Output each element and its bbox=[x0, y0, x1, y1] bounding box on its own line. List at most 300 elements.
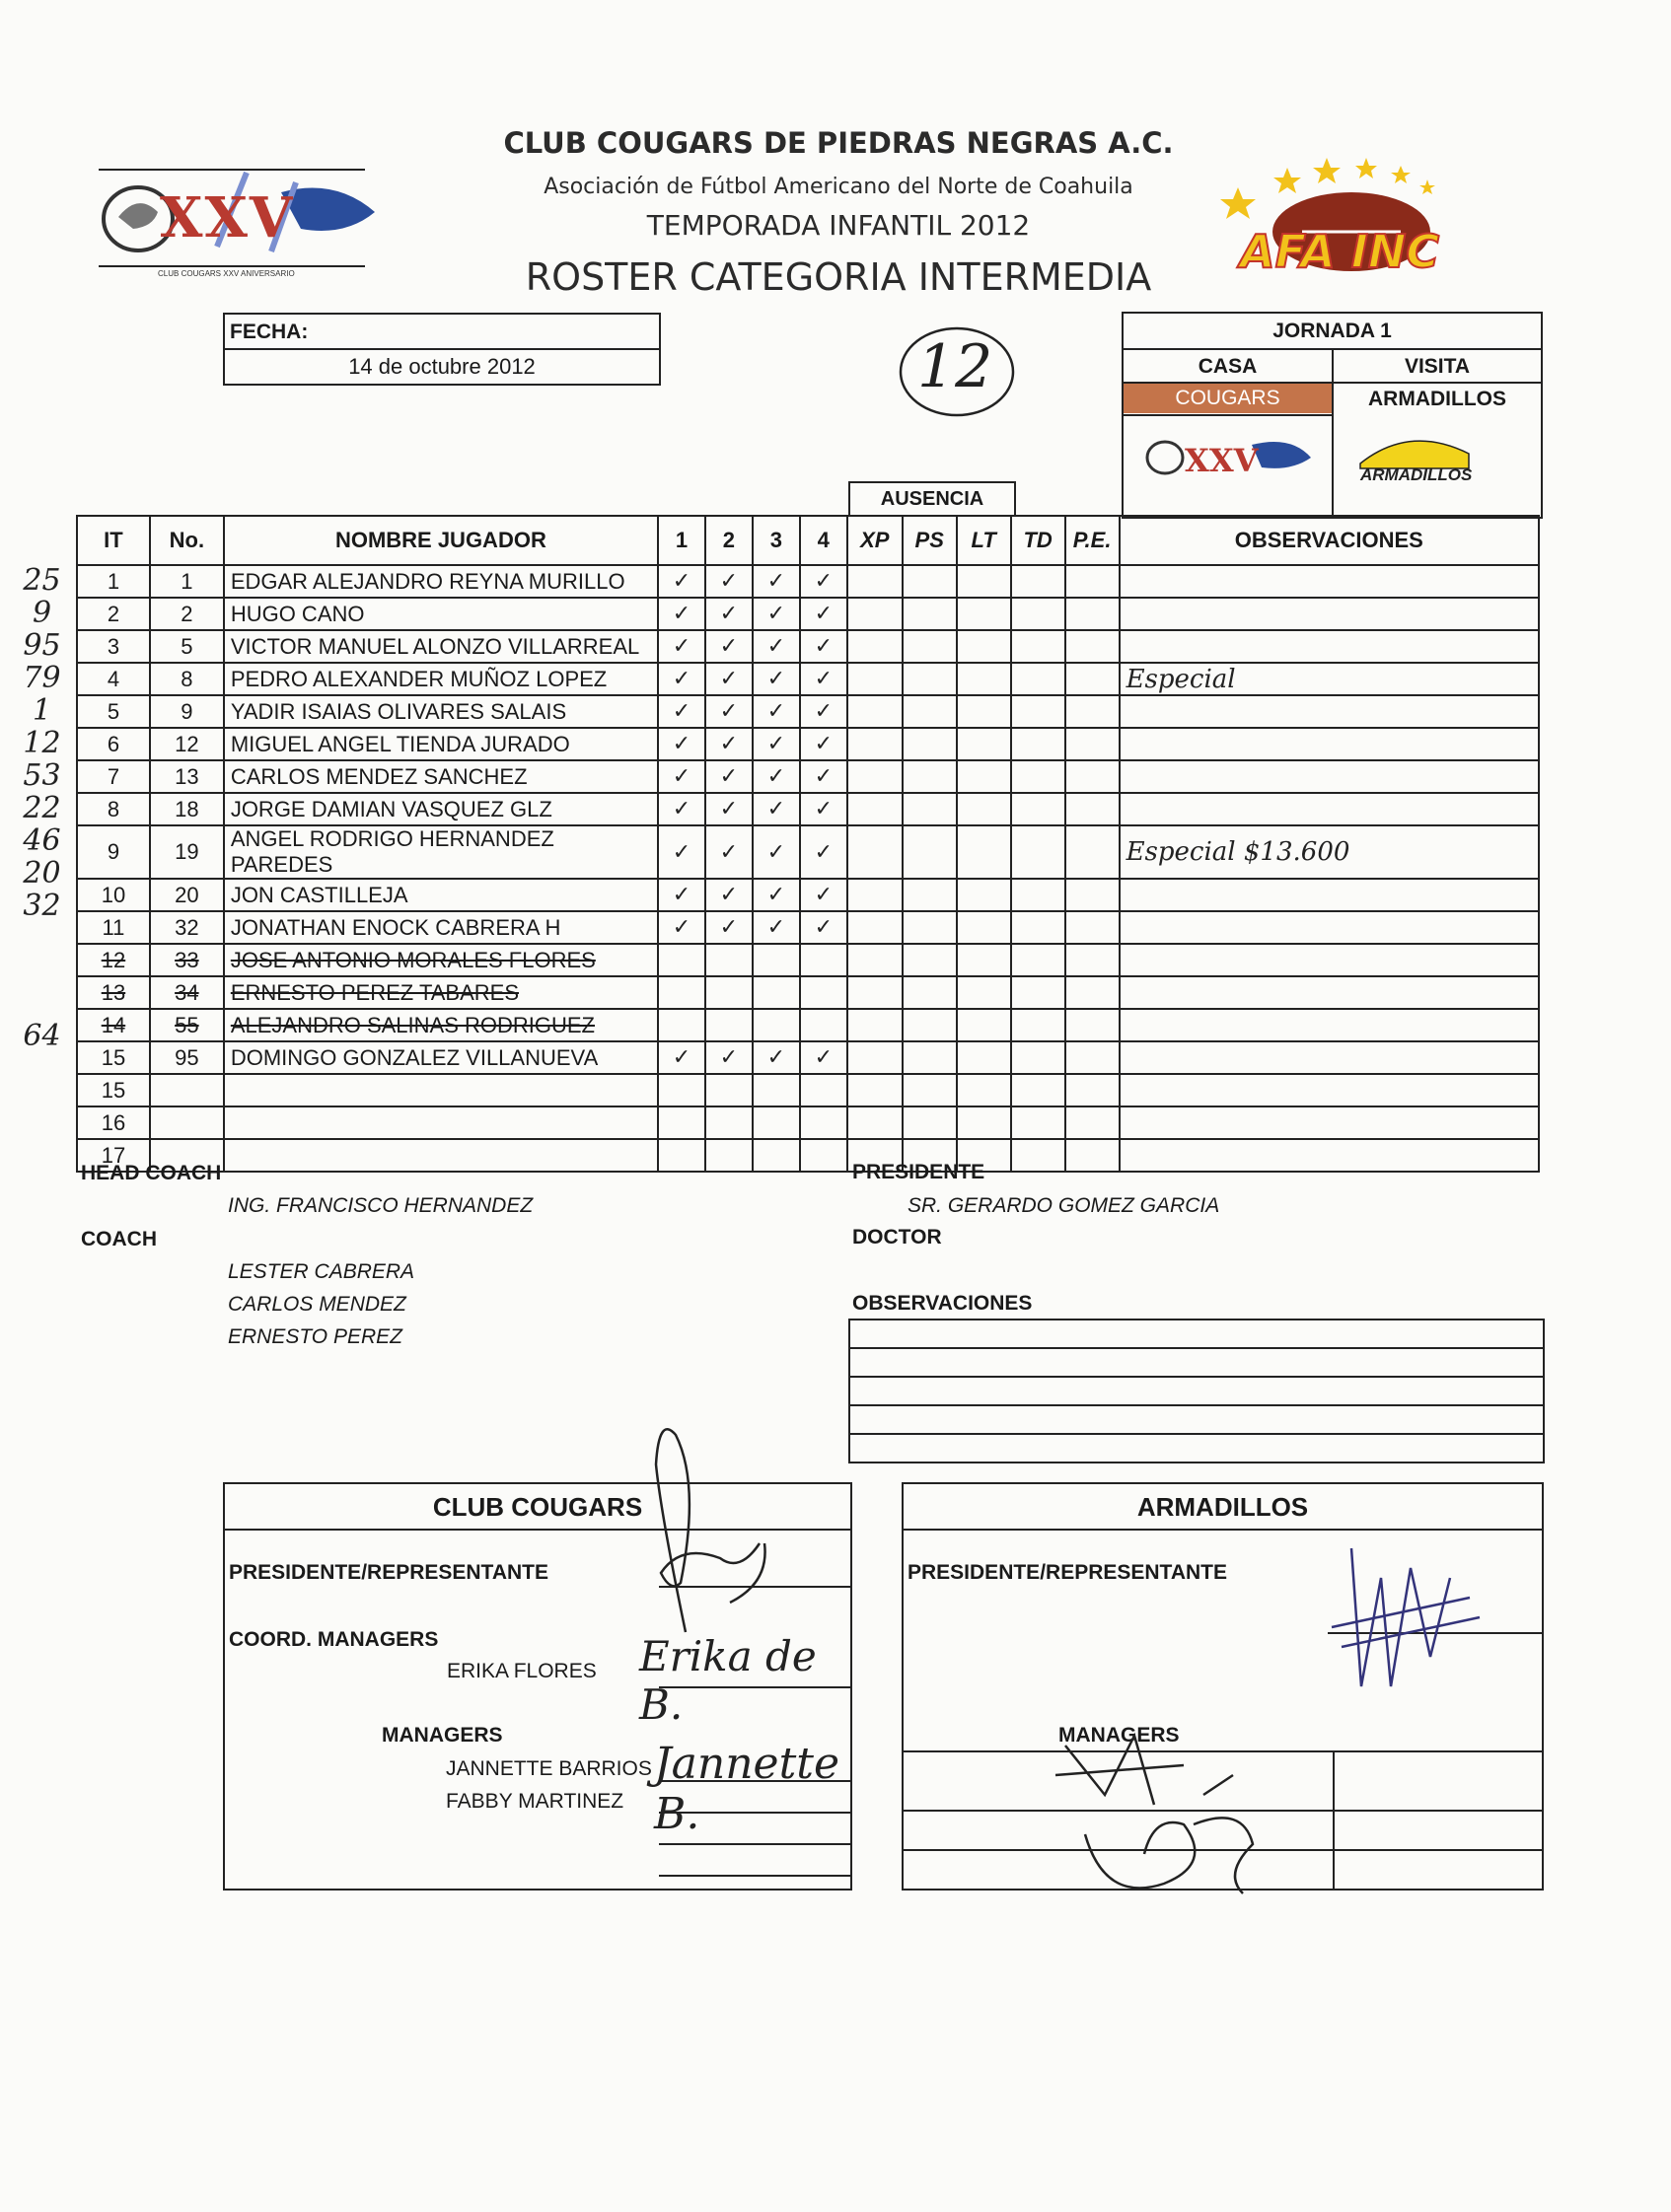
it-cell: 4 bbox=[77, 663, 150, 695]
it-cell: 2 bbox=[77, 598, 150, 630]
absence-cell bbox=[1011, 728, 1065, 760]
quarter-3-check: ✓ bbox=[753, 598, 800, 630]
absence-cell bbox=[847, 879, 903, 911]
quarter-3-check: ✓ bbox=[753, 1041, 800, 1074]
quarter-1-check: ✓ bbox=[658, 630, 705, 663]
quarter-3-check: ✓ bbox=[753, 695, 800, 728]
quarter-4-check bbox=[800, 1009, 847, 1041]
margin-number bbox=[10, 922, 74, 955]
quarter-2-check: ✓ bbox=[705, 695, 753, 728]
quarter-3-check bbox=[753, 1139, 800, 1172]
coach-name: CARLOS MENDEZ bbox=[228, 1293, 406, 1316]
observations-cell bbox=[1120, 695, 1539, 728]
cougars-managers-signature: Jannette B. bbox=[654, 1739, 839, 1839]
margin-number: 20 bbox=[23, 856, 61, 891]
col-it: IT bbox=[77, 516, 150, 565]
absence-cell bbox=[847, 976, 903, 1009]
quarter-2-check: ✓ bbox=[705, 598, 753, 630]
number-cell: 19 bbox=[150, 825, 224, 879]
quarter-1-check: ✓ bbox=[658, 911, 705, 944]
quarter-2-check: ✓ bbox=[705, 879, 753, 911]
home-team-logo bbox=[1143, 430, 1311, 489]
quarter-2-check: ✓ bbox=[705, 728, 753, 760]
absence-cell bbox=[957, 663, 1011, 695]
absence-cell bbox=[1065, 911, 1120, 944]
col-q2: 2 bbox=[705, 516, 753, 565]
absence-cell bbox=[1065, 1139, 1120, 1172]
table-row bbox=[77, 760, 1539, 793]
table-header-row bbox=[77, 516, 1539, 565]
quarter-1-check bbox=[658, 976, 705, 1009]
quarter-4-check: ✓ bbox=[800, 1041, 847, 1074]
absence-cell bbox=[1011, 879, 1065, 911]
number-cell: 1 bbox=[150, 565, 224, 598]
armadillos-managers-label: MANAGERS bbox=[1058, 1724, 1180, 1747]
cougars-president-label: PRESIDENTE/REPRESENTANTE bbox=[229, 1561, 548, 1584]
margin-number: 79 bbox=[23, 661, 61, 695]
away-team-logo bbox=[1350, 424, 1528, 493]
it-cell: 8 bbox=[77, 793, 150, 825]
player-name-cell: ALEJANDRO SALINAS RODRIGUEZ bbox=[224, 1009, 658, 1041]
absence-cell bbox=[847, 695, 903, 728]
quarter-3-check: ✓ bbox=[753, 728, 800, 760]
number-cell bbox=[150, 1074, 224, 1106]
col-lt: LT bbox=[957, 516, 1011, 565]
absence-cell bbox=[903, 663, 957, 695]
table-row bbox=[77, 976, 1539, 1009]
col-pe: P.E. bbox=[1065, 516, 1120, 565]
absence-cell bbox=[1011, 944, 1065, 976]
absence-cell bbox=[1011, 825, 1065, 879]
it-cell: 17 bbox=[77, 1139, 150, 1172]
absence-cell bbox=[1065, 1041, 1120, 1074]
quarter-2-check bbox=[705, 1106, 753, 1139]
player-name-cell: JOSE ANTONIO MORALES FLORES bbox=[224, 944, 658, 976]
table-row bbox=[77, 944, 1539, 976]
quarter-4-check: ✓ bbox=[800, 630, 847, 663]
quarter-3-check: ✓ bbox=[753, 911, 800, 944]
quarter-4-check: ✓ bbox=[800, 695, 847, 728]
table-row bbox=[77, 825, 1539, 879]
quarter-2-check: ✓ bbox=[705, 663, 753, 695]
col-name: NOMBRE JUGADOR bbox=[224, 516, 658, 565]
absence-cell bbox=[903, 598, 957, 630]
player-name-cell: EDGAR ALEJANDRO REYNA MURILLO bbox=[224, 565, 658, 598]
table-row bbox=[77, 911, 1539, 944]
player-name-cell: ANGEL RODRIGO HERNANDEZ PAREDES bbox=[224, 825, 658, 879]
absence-cell bbox=[847, 825, 903, 879]
number-cell: 2 bbox=[150, 598, 224, 630]
absence-cell bbox=[1065, 598, 1120, 630]
absence-cell bbox=[1065, 1074, 1120, 1106]
table-row bbox=[77, 1106, 1539, 1139]
absence-cell bbox=[847, 598, 903, 630]
number-cell: 12 bbox=[150, 728, 224, 760]
table-row bbox=[77, 1139, 1539, 1172]
number-cell bbox=[150, 1106, 224, 1139]
quarter-2-check: ✓ bbox=[705, 630, 753, 663]
it-cell: 9 bbox=[77, 825, 150, 879]
circled-number bbox=[893, 318, 1021, 426]
player-name-cell: DOMINGO GONZALEZ VILLANUEVA bbox=[224, 1041, 658, 1074]
margin-number: 9 bbox=[32, 596, 52, 630]
away-team: ARMADILLOS bbox=[1368, 388, 1506, 410]
absence-cell bbox=[957, 976, 1011, 1009]
quarter-1-check bbox=[658, 944, 705, 976]
absence-cell bbox=[903, 879, 957, 911]
observations-cell bbox=[1120, 728, 1539, 760]
observations-cell bbox=[1120, 879, 1539, 911]
coach-name: ERNESTO PEREZ bbox=[228, 1325, 402, 1348]
armadillos-president-signature bbox=[1322, 1538, 1489, 1706]
absence-cell bbox=[1011, 663, 1065, 695]
quarter-3-check: ✓ bbox=[753, 565, 800, 598]
svg-text:XXV: XXV bbox=[1185, 442, 1259, 479]
quarter-4-check: ✓ bbox=[800, 728, 847, 760]
player-name-cell: HUGO CANO bbox=[224, 598, 658, 630]
quarter-1-check bbox=[658, 1106, 705, 1139]
quarter-3-check bbox=[753, 976, 800, 1009]
away-logo-text: ARMADILLOS bbox=[1360, 465, 1473, 484]
armadillos-managers-signature bbox=[1046, 1716, 1272, 1913]
absence-cell bbox=[847, 728, 903, 760]
absence-cell bbox=[1011, 1106, 1065, 1139]
observations-cell bbox=[1120, 598, 1539, 630]
quarter-3-check: ✓ bbox=[753, 663, 800, 695]
quarter-4-check bbox=[800, 1074, 847, 1106]
it-cell: 16 bbox=[77, 1106, 150, 1139]
table-row bbox=[77, 1041, 1539, 1074]
margin-number: 22 bbox=[23, 791, 61, 825]
observations-cell bbox=[1120, 565, 1539, 598]
quarter-4-check bbox=[800, 1106, 847, 1139]
absence-cell bbox=[1011, 1009, 1065, 1041]
president-name: SR. GERARDO GOMEZ GARCIA bbox=[908, 1194, 1220, 1217]
absence-cell bbox=[1065, 565, 1120, 598]
player-name-cell: MIGUEL ANGEL TIENDA JURADO bbox=[224, 728, 658, 760]
it-cell: 3 bbox=[77, 630, 150, 663]
observations-cell bbox=[1120, 1041, 1539, 1074]
observations-cell: Especial bbox=[1120, 663, 1539, 695]
player-name-cell: CARLOS MENDEZ SANCHEZ bbox=[224, 760, 658, 793]
observations-cell bbox=[1120, 760, 1539, 793]
absence-cell bbox=[957, 760, 1011, 793]
observations-cell bbox=[1120, 944, 1539, 976]
quarter-2-check: ✓ bbox=[705, 793, 753, 825]
absence-cell bbox=[957, 565, 1011, 598]
margin-number bbox=[10, 1117, 74, 1150]
absence-cell bbox=[1065, 695, 1120, 728]
it-cell: 15 bbox=[77, 1074, 150, 1106]
observations-cell bbox=[1120, 911, 1539, 944]
absence-cell bbox=[1065, 728, 1120, 760]
player-name-cell: ERNESTO PEREZ TABARES bbox=[224, 976, 658, 1009]
quarter-1-check: ✓ bbox=[658, 728, 705, 760]
head-coach-name: ING. FRANCISCO HERNANDEZ bbox=[228, 1194, 534, 1217]
absence-cell bbox=[1065, 793, 1120, 825]
table-row bbox=[77, 598, 1539, 630]
observations-cell: Especial $13.600 bbox=[1120, 825, 1539, 879]
table-row bbox=[77, 879, 1539, 911]
quarter-3-check: ✓ bbox=[753, 825, 800, 879]
quarter-1-check: ✓ bbox=[658, 598, 705, 630]
table-row bbox=[77, 1009, 1539, 1041]
season-title: TEMPORADA INFANTIL 2012 bbox=[646, 209, 1031, 242]
player-name-cell: YADIR ISAIAS OLIVARES SALAIS bbox=[224, 695, 658, 728]
observations-lines bbox=[848, 1319, 1545, 1463]
number-cell: 33 bbox=[150, 944, 224, 976]
absence-cell bbox=[957, 1074, 1011, 1106]
absence-cell bbox=[847, 944, 903, 976]
margin-number: 1 bbox=[32, 693, 52, 728]
quarter-4-check bbox=[800, 976, 847, 1009]
absence-cell bbox=[847, 1009, 903, 1041]
margin-number: 32 bbox=[23, 889, 61, 923]
absence-cell bbox=[903, 630, 957, 663]
col-observations: OBSERVACIONES bbox=[1120, 516, 1539, 565]
cougars-manager-name: FABBY MARTINEZ bbox=[446, 1790, 624, 1813]
quarter-2-check bbox=[705, 1139, 753, 1172]
absence-cell bbox=[1065, 1106, 1120, 1139]
number-cell: 9 bbox=[150, 695, 224, 728]
cougars-manager-name: JANNETTE BARRIOS bbox=[446, 1757, 652, 1780]
date-box bbox=[223, 313, 661, 386]
absence-cell bbox=[1065, 825, 1120, 879]
player-name-cell: PEDRO ALEXANDER MUÑOZ LOPEZ bbox=[224, 663, 658, 695]
absence-cell bbox=[1011, 598, 1065, 630]
quarter-3-check bbox=[753, 1074, 800, 1106]
it-cell: 15 bbox=[77, 1041, 150, 1074]
head-coach-label: HEAD COACH bbox=[81, 1162, 222, 1184]
cougars-box-title: CLUB COUGARS bbox=[432, 1492, 643, 1522]
absence-cell bbox=[903, 976, 957, 1009]
absence-cell bbox=[1065, 663, 1120, 695]
absence-cell bbox=[957, 825, 1011, 879]
roster-title: ROSTER CATEGORIA INTERMEDIA bbox=[525, 255, 1152, 299]
absence-cell bbox=[1065, 944, 1120, 976]
margin-number bbox=[10, 987, 74, 1020]
absence-cell bbox=[1065, 1009, 1120, 1041]
association-name: Asociación de Fútbol Americano del Norte de Coahuila bbox=[544, 175, 1133, 199]
absence-cell bbox=[957, 1041, 1011, 1074]
absence-cell bbox=[957, 1009, 1011, 1041]
quarter-2-check bbox=[705, 944, 753, 976]
quarter-1-check: ✓ bbox=[658, 565, 705, 598]
absence-cell bbox=[957, 728, 1011, 760]
col-td: TD bbox=[1011, 516, 1065, 565]
observations-cell bbox=[1120, 793, 1539, 825]
quarter-2-check bbox=[705, 1009, 753, 1041]
table-row bbox=[77, 695, 1539, 728]
col-ps: PS bbox=[903, 516, 957, 565]
absence-cell bbox=[847, 630, 903, 663]
player-name-cell bbox=[224, 1106, 658, 1139]
margin-number: 64 bbox=[23, 1019, 61, 1053]
circled-number-text: 12 bbox=[917, 332, 993, 401]
absence-cell bbox=[847, 663, 903, 695]
coach-name: LESTER CABRERA bbox=[228, 1260, 415, 1283]
absence-cell bbox=[903, 1074, 957, 1106]
it-cell: 12 bbox=[77, 944, 150, 976]
quarter-2-check: ✓ bbox=[705, 825, 753, 879]
it-cell: 1 bbox=[77, 565, 150, 598]
date-value: 14 de octubre 2012 bbox=[348, 354, 536, 379]
table-row bbox=[77, 728, 1539, 760]
home-label: CASA bbox=[1198, 355, 1258, 378]
absence-cell bbox=[957, 879, 1011, 911]
number-cell: 32 bbox=[150, 911, 224, 944]
absence-cell bbox=[847, 1041, 903, 1074]
absence-cell bbox=[903, 565, 957, 598]
armadillos-box-title: ARMADILLOS bbox=[1136, 1492, 1309, 1522]
quarter-3-check bbox=[753, 1009, 800, 1041]
quarter-4-check: ✓ bbox=[800, 598, 847, 630]
absence-cell bbox=[903, 793, 957, 825]
quarter-1-check: ✓ bbox=[658, 793, 705, 825]
margin-number: 12 bbox=[23, 726, 61, 760]
absence-cell bbox=[1011, 1074, 1065, 1106]
quarter-1-check bbox=[658, 1009, 705, 1041]
observations-cell bbox=[1120, 630, 1539, 663]
table-row bbox=[77, 793, 1539, 825]
margin-number bbox=[10, 955, 74, 987]
margin-number: 53 bbox=[23, 758, 61, 793]
col-q1: 1 bbox=[658, 516, 705, 565]
observations-label: OBSERVACIONES bbox=[852, 1292, 1033, 1315]
cougars-coord-signature: Erika de B. bbox=[639, 1632, 817, 1729]
it-cell: 10 bbox=[77, 879, 150, 911]
observations-cell bbox=[1120, 1139, 1539, 1172]
observations-cell bbox=[1120, 1106, 1539, 1139]
player-name-cell: JON CASTILLEJA bbox=[224, 879, 658, 911]
absence-cell bbox=[1011, 793, 1065, 825]
quarter-4-check bbox=[800, 944, 847, 976]
quarter-1-check: ✓ bbox=[658, 760, 705, 793]
col-q3: 3 bbox=[753, 516, 800, 565]
absence-cell bbox=[903, 1106, 957, 1139]
absence-header: AUSENCIA bbox=[848, 481, 1016, 517]
absence-cell bbox=[903, 728, 957, 760]
margin-number: 95 bbox=[23, 628, 61, 663]
quarter-1-check: ✓ bbox=[658, 1041, 705, 1074]
quarter-1-check bbox=[658, 1074, 705, 1106]
left-logo-text: XXV bbox=[160, 185, 295, 250]
quarter-3-check: ✓ bbox=[753, 793, 800, 825]
cougars-managers-label: MANAGERS bbox=[382, 1724, 503, 1747]
absence-cell bbox=[903, 825, 957, 879]
left-logo bbox=[99, 168, 375, 281]
observations-cell bbox=[1120, 1009, 1539, 1041]
margin-number: 25 bbox=[23, 563, 61, 598]
absence-cell bbox=[1011, 911, 1065, 944]
player-name-cell: JORGE DAMIAN VASQUEZ GLZ bbox=[224, 793, 658, 825]
quarter-4-check: ✓ bbox=[800, 911, 847, 944]
player-name-cell bbox=[224, 1074, 658, 1106]
quarter-2-check bbox=[705, 976, 753, 1009]
quarter-1-check: ✓ bbox=[658, 825, 705, 879]
quarter-1-check bbox=[658, 1139, 705, 1172]
absence-cell bbox=[1011, 1041, 1065, 1074]
col-q4: 4 bbox=[800, 516, 847, 565]
margin-numbers bbox=[10, 564, 74, 1150]
absence-cell bbox=[957, 630, 1011, 663]
afa-logo-text: AFA INC bbox=[1240, 225, 1440, 278]
absence-cell bbox=[903, 760, 957, 793]
absence-cell bbox=[1011, 1139, 1065, 1172]
observations-cell bbox=[1120, 976, 1539, 1009]
number-cell: 20 bbox=[150, 879, 224, 911]
absence-cell bbox=[847, 911, 903, 944]
absence-cell bbox=[1065, 760, 1120, 793]
doctor-label: DOCTOR bbox=[852, 1226, 942, 1249]
absence-cell bbox=[903, 911, 957, 944]
absence-cell bbox=[847, 760, 903, 793]
quarter-2-check: ✓ bbox=[705, 911, 753, 944]
absence-cell bbox=[903, 695, 957, 728]
quarter-4-check: ✓ bbox=[800, 825, 847, 879]
margin-number: 46 bbox=[23, 823, 61, 858]
quarter-1-check: ✓ bbox=[658, 663, 705, 695]
roster-table bbox=[76, 515, 1540, 1173]
quarter-3-check bbox=[753, 944, 800, 976]
quarter-2-check: ✓ bbox=[705, 1041, 753, 1074]
quarter-3-check: ✓ bbox=[753, 630, 800, 663]
number-cell: 95 bbox=[150, 1041, 224, 1074]
col-no: No. bbox=[150, 516, 224, 565]
cougars-coord-name: ERIKA FLORES bbox=[447, 1660, 597, 1682]
col-xp: XP bbox=[847, 516, 903, 565]
it-cell: 5 bbox=[77, 695, 150, 728]
absence-cell bbox=[1011, 760, 1065, 793]
margin-number bbox=[10, 1052, 74, 1085]
it-cell: 7 bbox=[77, 760, 150, 793]
match-box bbox=[1122, 312, 1543, 519]
absence-cell bbox=[847, 565, 903, 598]
quarter-1-check: ✓ bbox=[658, 879, 705, 911]
absence-cell bbox=[957, 944, 1011, 976]
quarter-3-check: ✓ bbox=[753, 879, 800, 911]
absence-cell bbox=[1065, 879, 1120, 911]
absence-cell bbox=[903, 944, 957, 976]
absence-cell bbox=[1011, 976, 1065, 1009]
club-name: CLUB COUGARS DE PIEDRAS NEGRAS A.C. bbox=[503, 126, 1174, 160]
absence-cell bbox=[847, 793, 903, 825]
afa-logo bbox=[1218, 148, 1485, 291]
absence-cell bbox=[957, 911, 1011, 944]
number-cell: 5 bbox=[150, 630, 224, 663]
quarter-2-check bbox=[705, 1074, 753, 1106]
it-cell: 14 bbox=[77, 1009, 150, 1041]
absence-cell bbox=[957, 695, 1011, 728]
player-name-cell bbox=[224, 1139, 658, 1172]
quarter-4-check: ✓ bbox=[800, 879, 847, 911]
number-cell: 34 bbox=[150, 976, 224, 1009]
table-row bbox=[77, 630, 1539, 663]
number-cell: 55 bbox=[150, 1009, 224, 1041]
quarter-3-check: ✓ bbox=[753, 760, 800, 793]
president-label: PRESIDENTE bbox=[852, 1161, 985, 1183]
absence-cell bbox=[957, 793, 1011, 825]
jornada-label: JORNADA 1 bbox=[1272, 320, 1392, 342]
quarter-2-check: ✓ bbox=[705, 565, 753, 598]
quarter-2-check: ✓ bbox=[705, 760, 753, 793]
cougars-coord-label: COORD. MANAGERS bbox=[229, 1628, 439, 1651]
table-row bbox=[77, 1074, 1539, 1106]
number-cell: 8 bbox=[150, 663, 224, 695]
it-cell: 11 bbox=[77, 911, 150, 944]
left-logo-caption: CLUB COUGARS XXV ANIVERSARIO bbox=[158, 269, 295, 278]
number-cell: 18 bbox=[150, 793, 224, 825]
